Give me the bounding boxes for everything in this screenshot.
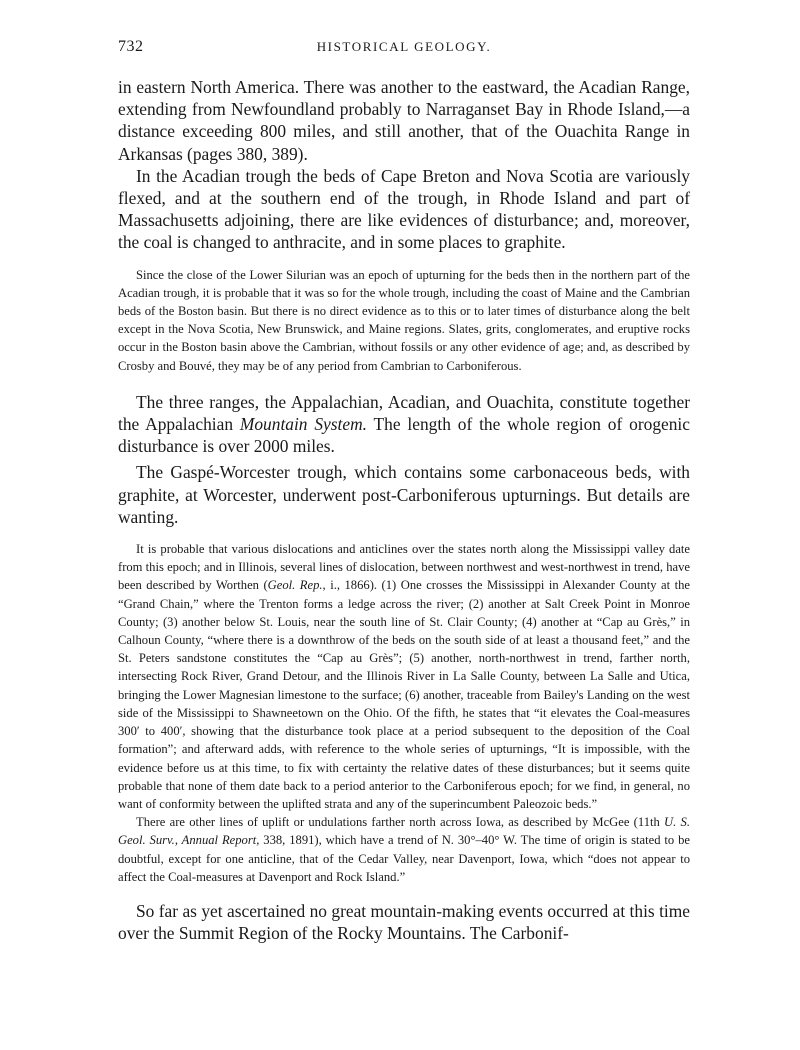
- italic-text-run: Mountain System.: [239, 414, 367, 435]
- text-run: In the Acadian trough the beds of Cape Breton and Nova Scotia are variously flexed, and at the southern end of the trough, in Rhode Island and part of Massachusetts adjoining, there are like evidences of disturbance; and, moreover, the coal is changed to anthracite, and in some places to graphite.: [118, 165, 690, 253]
- paragraph-appalachian-system: [118, 391, 690, 458]
- text-run: in eastern North America. There was another to the eastward, the Acadian Range, extending from Newfoundland probably to Narraganset Bay in Rhode Island,—a distance exceeding 800 miles, and still another, that of the Ouachita Range in Arkansas (pages 380, 389).: [118, 77, 690, 164]
- running-head: [118, 38, 690, 62]
- text-run: The length of the whole region of orogenic disturbance is over 2000 miles.: [118, 414, 690, 457]
- paragraph-note-iowa-uplifts: [118, 813, 690, 886]
- text-run: Since the close of the Lower Silurian was an epoch of upturning for the beds then in the northern part of the Acadian trough, it is probable that it was so for the whole trough, including the coast of Maine and the Cambrian beds of the Boston basin. But there is no direct evidence as to this or to later times of disturbance along the belt except in the Nova Scotia, New Brunswick, and Maine regions. Slates, grits, conglomerates, and eruptive rocks occur in the Boston basin above the Cambrian, without fossils or any other evidence of age; and, as described by Crosby and Bouvé, they may be of any period from Cambrian to Carboniferous.: [118, 267, 690, 373]
- text-run: It is probable that various dislocations and anticlines over the states north along the Mississippi valley date from this epoch; and in Illinois, several lines of dislocation, between northwest and west-northwest in trend, have been described by Worthen (: [118, 542, 690, 593]
- text-run: The Gaspé-Worcester trough, which contains some carbonaceous beds, with graphite, at Worcester, underwent post-Carboniferous upturnings. But details are wanting.: [118, 462, 690, 527]
- running-title: HISTORICAL GEOLOGY.: [316, 39, 492, 54]
- italic-text-run: Geol. Rep.: [267, 578, 323, 593]
- paragraph-acadian-trough: [118, 165, 690, 254]
- paragraph-gaspe-worcester: [118, 461, 690, 528]
- text-run: , i., 1866). (1) One crosses the Mississippi in Alexander County at the “Grand Chain,” where the Trenton forms a ledge across the river; (2) another at Salt Creek Point in Monroe County; (3) another below St. Louis, near the south line of St. Clair County; (4) another at “Cap au Grès,” in Calhoun County, “where there is a downthrow of the beds on the south side of at least a thousand feet,” and the St. Peters sandstone constitutes the “Cap au Grès”; (5) another, north-northwest in trend, farther north, intersecting Rock River, Grand Detour, and the Illinois River in La Salle County, between La Salle and Utica, bringing the Lower Magnesian limestone to the surface; (6) another, traceable from Bailey's Landing on the west side of the Mississippi to Shawneetown on the Ohio. Of the fifth, he states that “it elevates the Coal-measures 300′ to 400′, showing that the disturbance took place at a period subsequent to the deposition of the Coal formation”; and afterward adds, with reference to the whole series of upturnings, “It is impossible, with the evidence before us at this time, to fix with certainty the relative dates of these disturbances; but it seems quite probable that none of them date back to a period anterior to the Carboniferous epoch; for we find, in general, no want of conformity between the uplifted strata and any of the superincumbent Paleozoic beds.”: [118, 578, 691, 811]
- paragraph-acadian-range: [118, 76, 690, 165]
- page: [118, 38, 690, 944]
- text-run: 338, 1891), which have a trend of N. 30°–40° W. The time of origin is stated to be doubtful, except for one anticline, that of the Cedar Valley, near Davenport, Iowa, which “does not appear to affect the Coal-measures at Davenport and Rock Island.”: [118, 833, 690, 884]
- paragraph-rocky-mountains: [118, 900, 690, 944]
- paragraph-note-lower-silurian: [118, 266, 690, 375]
- paragraph-note-illinois-dislocations: [118, 540, 690, 813]
- text-run: So far as yet ascertained no great mountain-making events occurred at this time over the Summit Region of the Rocky Mountains. The Carbonif-: [118, 900, 690, 944]
- text-run: There are other lines of uplift or undulations farther north across Iowa, as described by McGee (11th: [136, 815, 665, 830]
- page-number: 732: [118, 38, 144, 55]
- italic-text-run: U. S. Geol. Surv., Annual Report,: [118, 815, 690, 848]
- text-run: The three ranges, the Appalachian, Acadian, and Ouachita, constitute together the Appalachian: [118, 391, 690, 435]
